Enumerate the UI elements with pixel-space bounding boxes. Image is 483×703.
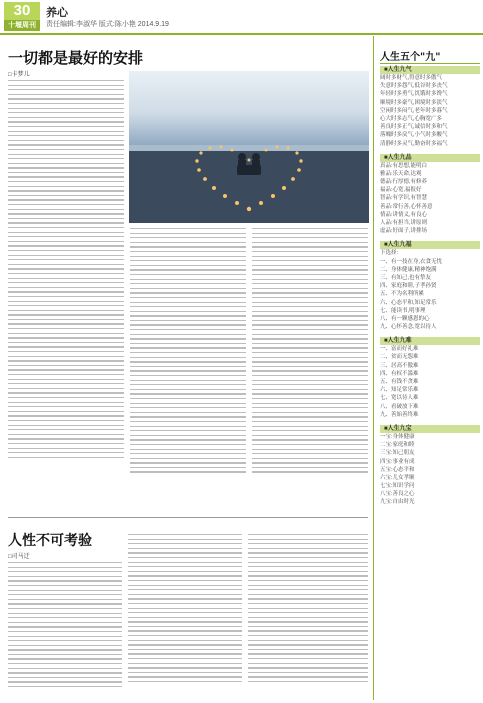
sidebar-item: 下选择: <box>380 250 399 257</box>
sidebar-item: 一、有一技在身,衣食无忧 <box>380 258 443 265</box>
sidebar-group-heading: ■人生九品 <box>380 154 480 162</box>
byline-main: □卡梦儿 <box>8 72 30 78</box>
sidebar-group-heading: ■人生九宝 <box>380 425 480 433</box>
sidebar-border <box>373 36 374 700</box>
sidebar-item: 六、知足常乐难 <box>380 387 419 394</box>
sidebar-item: 真品:有思想,能明白 <box>380 162 428 169</box>
sidebar-item: 七宝:知识学问 <box>380 483 415 490</box>
page-number: 30 <box>4 2 40 20</box>
sidebar-item: 顺境时多豪气,困境时多淡气 <box>380 99 448 106</box>
sidebar-item: 雅品:乐天命,达观 <box>380 170 422 177</box>
sidebar-item: 心大时多志气,心胸宽广多 <box>380 115 443 122</box>
sidebar-item: 福品:心宽,福报好 <box>380 187 422 194</box>
bottom-article-col1 <box>8 562 122 687</box>
main-article-col1 <box>8 80 124 458</box>
article-divider <box>8 517 368 518</box>
headline-main: 一切都是最好的安排 <box>8 49 144 67</box>
sidebar-item: 一、富而好礼难 <box>380 346 419 353</box>
main-article-col3 <box>252 228 368 473</box>
sidebar-group-heading: ■人生九气 <box>380 66 480 74</box>
sidebar-item: 四、有权不滥难 <box>380 370 419 377</box>
sidebar-item: 七、宽以待人难 <box>380 395 419 402</box>
sidebar-item: 一宝:身体健康 <box>380 433 415 440</box>
main-article-col2 <box>130 228 246 473</box>
sidebar-item: 阔时多财气,得意时多傲气 <box>380 75 443 81</box>
sidebar-item: 善品:常行善,心怀善意 <box>380 203 433 210</box>
sidebar-item: 八、有一颗感恩的心 <box>380 315 430 322</box>
sidebar-item: 五宝:心态平和 <box>380 466 415 473</box>
sidebar-title: 人生五个"九" <box>380 52 441 63</box>
sidebar-item: 六宝:儿女孝顺 <box>380 474 415 481</box>
page-subtitle: 十堰周刊 <box>4 20 40 31</box>
sidebar-item: 九、心怀善念,宽以待人 <box>380 324 437 331</box>
sidebar-item: 德品:行厚德,有修养 <box>380 179 428 186</box>
sidebar-item: 虚品:好面子,讲排场 <box>380 228 428 235</box>
sidebar-item: 八宝:善良之心 <box>380 491 415 498</box>
bottom-article-col2 <box>128 534 242 682</box>
byline-bottom: □司马迁 <box>8 554 30 560</box>
sidebar-item: 善良时多正气,诚信时多和气 <box>380 124 448 131</box>
sidebar-item: 清静时多灵气,勤奋时多福气 <box>380 140 448 147</box>
sidebar-item: 人品:有担当,讲原则 <box>380 220 428 226</box>
sidebar-item: 九、善始善终难 <box>380 411 419 418</box>
sidebar-item: 九宝:自由时光 <box>380 499 415 506</box>
sidebar-item: 六、心态平和,知足常乐 <box>380 299 437 306</box>
sidebar-item: 年轻时多勇气,饥饿时多馋气 <box>380 91 448 98</box>
sidebar-item: 三、有知己,也有挚友 <box>380 274 432 281</box>
sidebar-item: 三宝:知己朋友 <box>380 450 415 457</box>
sidebar-group-heading: ■人生九福 <box>380 241 480 249</box>
sidebar-item: 落魄时多戾气,小气时多酸气 <box>380 132 448 139</box>
sidebar-item: 五、有钱不贪难 <box>380 379 419 385</box>
sidebar-item: 失意时多怨气,低谷时多丧气 <box>380 83 448 90</box>
bottom-article-col3 <box>248 534 368 682</box>
sidebar-title-rule <box>380 63 480 64</box>
headline-bottom: 人性不可考验 <box>8 533 92 549</box>
sidebar-group-heading: ■人生九难 <box>380 337 480 345</box>
sidebar-list <box>380 66 480 507</box>
sidebar-item: 八、看破放下难 <box>380 403 419 410</box>
sidebar-item: 三、居高不傲难 <box>380 362 419 369</box>
beach-heart-photo <box>129 71 369 223</box>
sidebar-item: 二、身体健康,精神饱满 <box>380 266 437 273</box>
sidebar-item: 四宝:事业有成 <box>380 458 415 465</box>
section-title: 养心 <box>46 6 68 19</box>
sidebar-item: 四、家庭和睦,子孝孙贤 <box>380 283 437 290</box>
sidebar-item: 二宝:家庭和睦 <box>380 442 415 449</box>
sidebar-item: 情品:讲情义,有良心 <box>380 211 428 218</box>
sidebar-item: 七、能读书,明事理 <box>380 307 426 314</box>
editor-credits: 责任编辑:李淑华 版式:陈小艳 2014.9.19 <box>46 21 169 28</box>
header-rule <box>0 33 483 35</box>
sidebar-item: 二、贫而无怨难 <box>380 354 419 361</box>
sidebar-item: 空闲时多闷气,老年时多暮气 <box>380 107 448 114</box>
sidebar-item: 五、不为名利所累 <box>380 291 425 298</box>
sidebar-item: 智品:有学识,有智慧 <box>380 195 428 202</box>
